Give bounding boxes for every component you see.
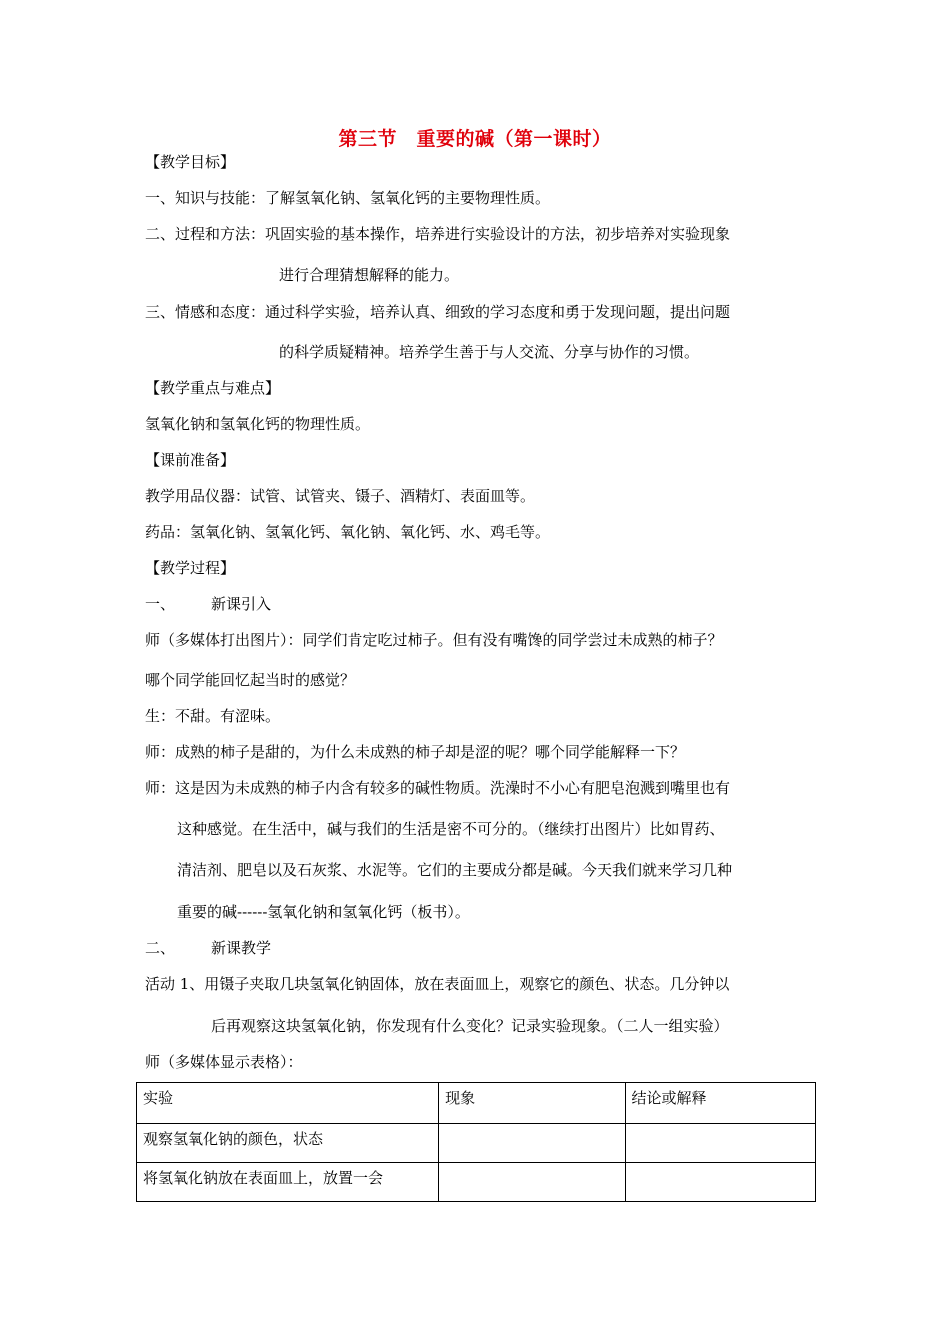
table-cell — [439, 1124, 625, 1163]
paragraph-teacher-3-cont-2: 清洁剂、肥皂以及石灰浆、水泥等。它们的主要成分都是碱。今天我们就来学习几种 — [177, 861, 733, 879]
paragraph-teacher-3-cont-1: 这种感觉。在生活中，碱与我们的生活是密不可分的。（继续打出图片）比如胃药、 — [177, 820, 725, 838]
experiment-table — [136, 1082, 816, 1202]
paragraph-teacher-1-cont: 哪个同学能回忆起当时的感觉？ — [145, 671, 356, 689]
paragraph-student: 生：不甜。有涩味。 — [145, 707, 281, 725]
prep-instruments: 教学用品仪器：试管、试管夹、镊子、酒精灯、表面皿等。 — [145, 487, 536, 505]
paragraph-teacher-2: 师：成熟的柿子是甜的，为什么未成熟的柿子却是涩的呢？哪个同学能解释一下？ — [145, 743, 686, 761]
prep-heading: 【课前准备】 — [145, 451, 236, 469]
table-cell — [625, 1124, 815, 1163]
table-row — [137, 1163, 816, 1202]
prep-drugs: 药品：氢氧化钠、氢氧化钙、氧化钠、氧化钙、水、鸡毛等。 — [145, 523, 551, 541]
key-heading: 【教学重点与难点】 — [145, 379, 281, 397]
page-title: 第三节 重要的碱（第一课时） — [338, 128, 612, 150]
goal-item-2: 二、过程和方法：巩固实验的基本操作，培养进行实验设计的方法，初步培养对实验现象 — [145, 225, 731, 243]
goal-item-3-cont: 的科学质疑精神。培养学生善于与人交流、分享与协作的习惯。 — [279, 343, 700, 361]
key-text: 氢氧化钠和氢氧化钙的物理性质。 — [145, 415, 371, 433]
table-header-cell: 实验 — [137, 1083, 439, 1124]
section-2-title: 新课教学 — [211, 939, 272, 957]
table-header-cell: 现象 — [439, 1083, 625, 1124]
process-heading: 【教学过程】 — [145, 559, 236, 577]
table-row — [137, 1124, 816, 1163]
paragraph-teacher-1: 师（多媒体打出图片）：同学们肯定吃过柿子。但有没有嘴馋的同学尝过未成熟的柿子？ — [145, 631, 723, 649]
table-header-cell: 结论或解释 — [625, 1083, 815, 1124]
section-1-number: 一、 — [145, 595, 176, 613]
table-cell: 将氢氧化钠放在表面皿上，放置一会 — [137, 1163, 439, 1202]
table-header-row — [137, 1083, 816, 1124]
section-2-number: 二、 — [145, 939, 176, 957]
activity-1: 活动 1、用镊子夹取几块氢氧化钠固体，放在表面皿上，观察它的颜色、状态。几分钟以 — [145, 975, 730, 993]
paragraph-teacher-3: 师：这是因为未成熟的柿子内含有较多的碱性物质。洗澡时不小心有肥皂泡溅到嘴里也有 — [145, 779, 731, 797]
table-cell — [439, 1163, 625, 1202]
goal-item-1: 一、知识与技能：了解氢氧化钠、氢氧化钙的主要物理性质。 — [145, 189, 551, 207]
paragraph-teacher-3-cont-3: 重要的碱------氢氧化钠和氢氧化钙（板书）。 — [177, 903, 470, 921]
table-cell — [625, 1163, 815, 1202]
table-cell: 观察氢氧化钠的颜色，状态 — [137, 1124, 439, 1163]
goal-item-3: 三、情感和态度：通过科学实验，培养认真、细致的学习态度和勇于发现问题，提出问题 — [145, 303, 731, 321]
goals-heading: 【教学目标】 — [145, 153, 236, 171]
section-1-title: 新课引入 — [211, 595, 272, 613]
paragraph-teacher-table: 师（多媒体显示表格）： — [145, 1053, 303, 1071]
activity-1-cont: 后再观察这块氢氧化钠，你发现有什么变化？记录实验现象。（二人一组实验） — [211, 1017, 729, 1035]
goal-item-2-cont: 进行合理猜想解释的能力。 — [279, 266, 460, 284]
